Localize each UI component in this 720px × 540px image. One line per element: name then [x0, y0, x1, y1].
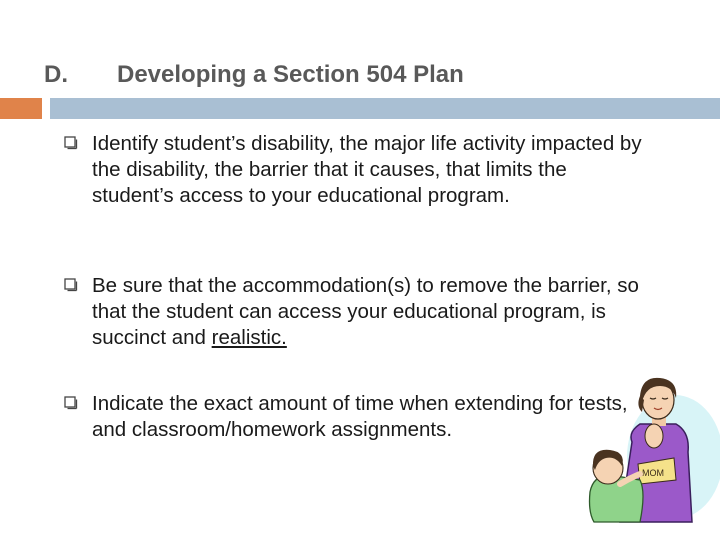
mother-and-child-clipart: [580, 372, 720, 532]
square-bullet-icon: [64, 396, 78, 410]
section-letter: D.: [44, 61, 68, 88]
square-bullet-icon: [64, 278, 78, 292]
bullet-text: [92, 273, 644, 351]
list-item: [64, 131, 644, 241]
card-text: MOM: [642, 468, 664, 478]
bullet-text-underlined: realistic.: [211, 326, 287, 349]
bullet-text-plain: Be sure that the accommodation(s) to remove the barrier, so that the student can access your educational program, is succinct and: [92, 274, 639, 349]
bullet-text: Identify student’s disability, the major life activity impacted by the disability, the barrier that it causes, that limits the student’s access to your educational program.: [92, 132, 642, 207]
slide-title: Developing a Section 504 Plan: [117, 61, 464, 88]
square-bullet-icon: [64, 136, 78, 150]
bullet-text: Indicate the exact amount of time when extending for tests, and classroom/homework assignments.: [92, 392, 628, 441]
list-item: [64, 391, 644, 447]
list-item: [64, 273, 644, 355]
